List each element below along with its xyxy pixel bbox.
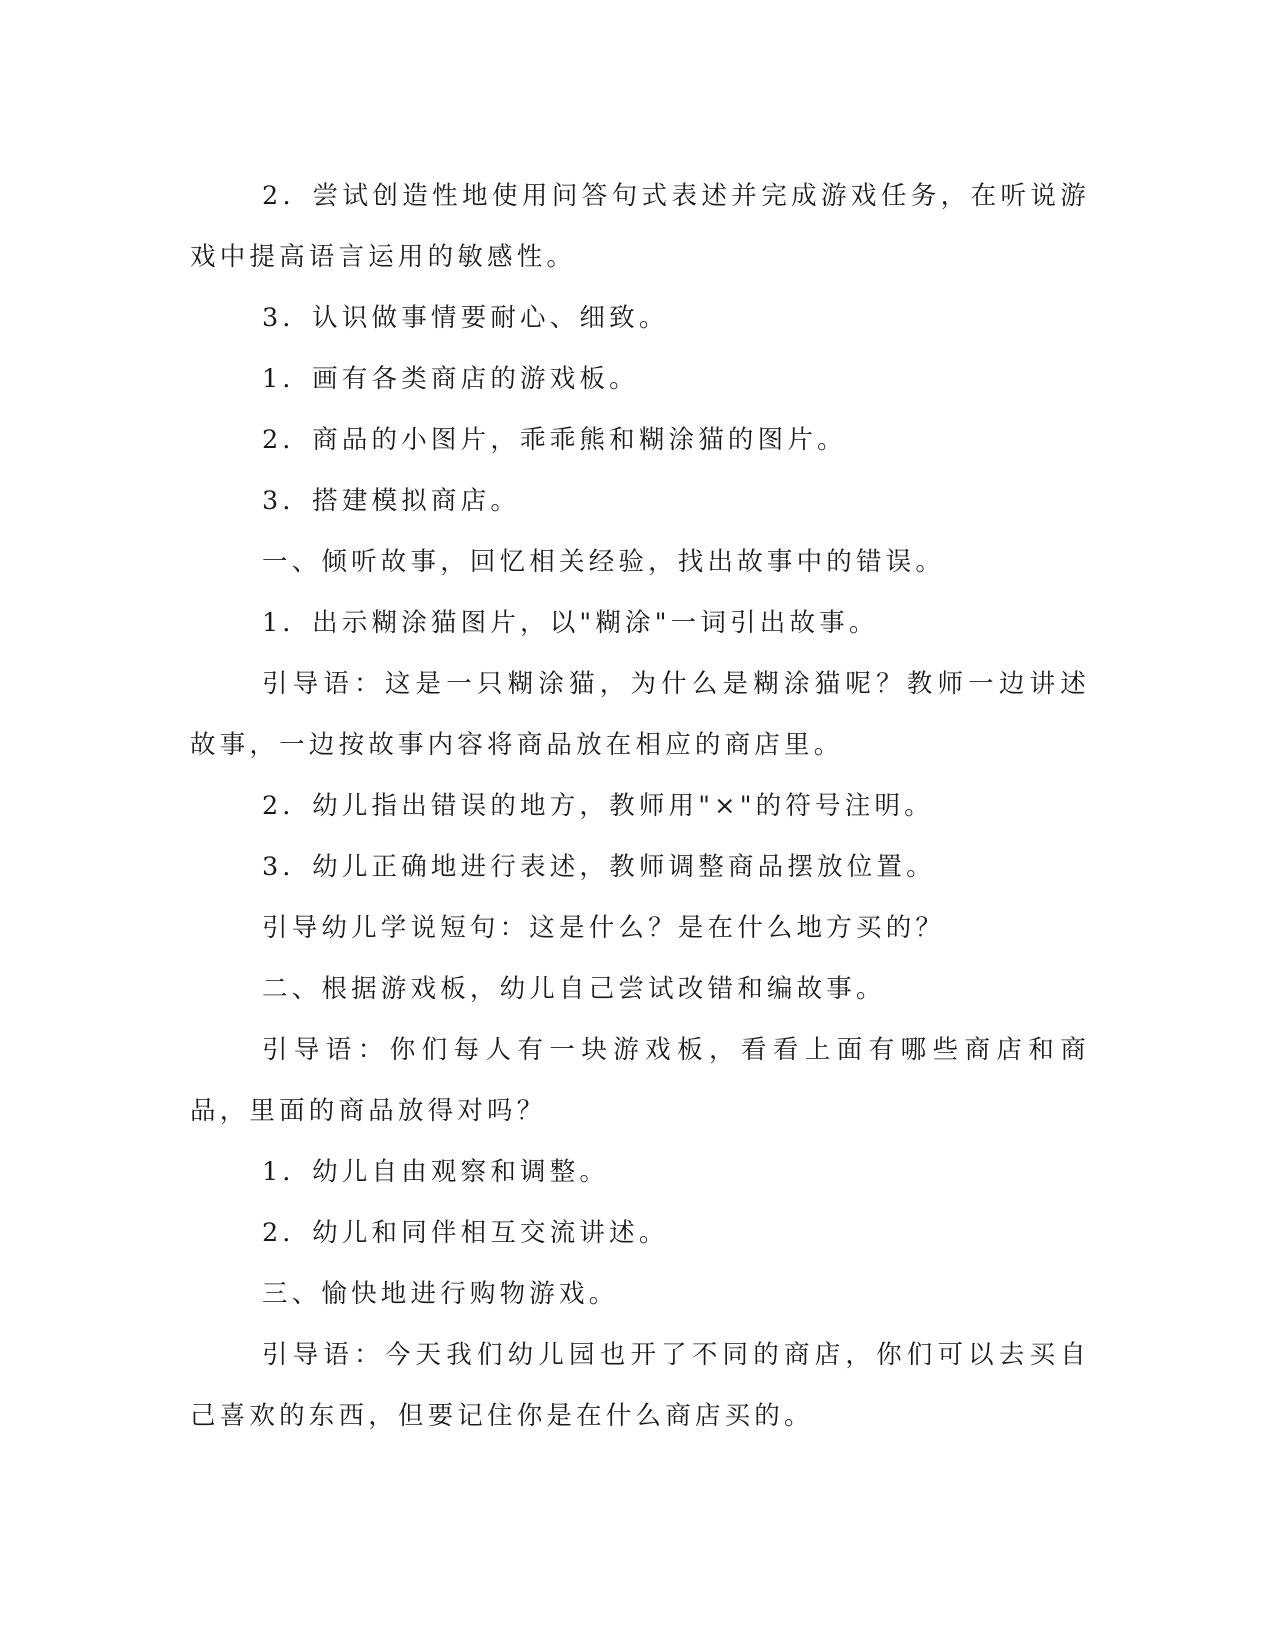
paragraph-material-3: 3．搭建模拟商店。 [262,486,521,516]
paragraph-step-1-3: 3．幼儿正确地进行表述，教师调整商品摆放位置。 [262,852,936,882]
paragraph-step-1-1: 1．出示糊涂猫图片，以"糊涂"一词引出故事。 [262,608,879,638]
document-body [190,166,1090,1447]
paragraph-step-1-2: 2．幼儿指出错误的地方，教师用"×"的符号注明。 [262,791,934,821]
paragraph-step-2-1: 1．幼儿自由观察和调整。 [262,1157,610,1187]
section-heading-3: 三、愉快地进行购物游戏。 [262,1279,619,1309]
paragraph-guide-3: 引导语：你们每人有一块游戏板，看看上面有哪些商店和商品，里面的商品放得对吗？ [190,1035,1090,1126]
paragraph-guide-2: 引导幼儿学说短句：这是什么？是在什么地方买的？ [262,913,946,943]
paragraph-step-2-2: 2．幼儿和同伴相互交流讲述。 [262,1218,669,1248]
paragraph-goal-3: 3．认识做事情要耐心、细致。 [262,303,669,333]
paragraph-goal-2: 2．尝试创造性地使用问答句式表述并完成游戏任务，在听说游戏中提高语言运用的敏感性。 [190,181,1090,272]
section-heading-2: 二、根据游戏板，幼儿自己尝试改错和编故事。 [262,974,886,1004]
section-heading-1: 一、倾听故事，回忆相关经验，找出故事中的错误。 [262,547,946,577]
paragraph-guide-1: 引导语：这是一只糊涂猫，为什么是糊涂猫呢？教师一边讲述故事，一边按故事内容将商品放在相应的商店里。 [190,669,1090,760]
paragraph-guide-4: 引导语：今天我们幼儿园也开了不同的商店，你们可以去买自己喜欢的东西，但要记住你是在什么商店买的。 [190,1340,1090,1431]
paragraph-material-2: 2．商品的小图片，乖乖熊和糊涂猫的图片。 [262,425,847,455]
paragraph-material-1: 1．画有各类商店的游戏板。 [262,364,639,394]
